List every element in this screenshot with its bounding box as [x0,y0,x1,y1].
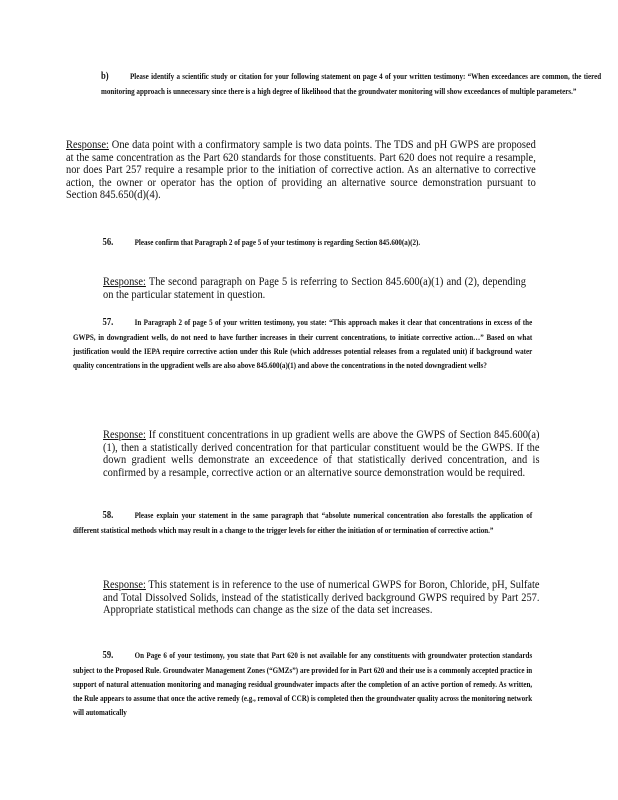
question-text: Please identify a scientific study or citation for your following statement on page 4 of your written testimony: “When exceedances are common, the tiered monitoring approach is unnecessary since there is a high degree of likelihood that the groundwater monitoring will show exceedances of multiple parameters.” [101,71,602,96]
question-b [101,69,601,98]
question-number: 57. [102,317,114,328]
response-label: Response: [103,428,146,441]
question-text: Please confirm that Paragraph 2 of page 5 of your testimony is regarding Section 845.600(a)(2). [134,237,421,247]
response-57 [103,429,540,479]
question-marker: b) [101,71,109,82]
response-text: This statement is in reference to the use of numerical GWPS for Boron, Chloride, pH, Sulfate and Total Dissolved Solids, instead of the statistically derived background GWPS required by Part 257. Appropriate statistical methods can change as the size of the data set increases. [103,578,540,617]
response-b [66,139,536,202]
question-text: In Paragraph 2 of page 5 of your written testimony, you state: “This approach makes it clear that concentrations in excess of the GWPS, in downgradient wells, do not need to have further increases in their current concentrations, to initiate corrective action…” Based on what justification would the IEPA require corrective action under this Rule (which addresses potential releases from a regulated unit) if background water quality concentrations in the upgradient wells are also above 845.600(a)(1) and above the concentrations in the noted downgradient wells? [73,317,533,370]
question-56 [73,235,532,250]
response-text: One data point with a confirmatory sample is two data points. The TDS and pH GWPS are proposed at the same concentration as the Part 620 standards for those constituents. Part 620 does not require a resample, nor does Part 257 require a resample prior to the initiation of corrective action. As an alternative to corrective action, the owner or operator has the option of providing an alternative source demonstration pursuant to Section 845.650(d)(4). [66,138,536,202]
response-label: Response: [103,275,146,288]
question-text: On Page 6 of your testimony, you state that Part 620 is not available for any constituents with groundwater protection standards subject to the Proposed Rule. Groundwater Management Zones (“GMZs”) are provided for in Part 620 and their use is a commonly accepted practice in support of natural attenuation monitoring and managing residual groundwater impacts after the completion of an active portion of remedy. As written, the Rule appears to assume that once the active remedy (e.g., removal of CCR) is completed then the groundwater quality across the monitoring network will automatically [73,650,533,717]
question-number: 56. [102,237,114,248]
response-56 [103,276,526,301]
question-number: 58. [102,510,114,521]
question-58 [73,508,532,537]
question-number: 59. [102,650,114,661]
response-label: Response: [103,578,146,591]
question-59 [73,648,532,719]
response-58 [103,579,540,617]
response-text: If constituent concentrations in up gradient wells are above the GWPS of Section 845.600(a)(1), then a statistically derived concentration for that particular constituent would be the GWPS. If the down gradient wells demonstrate an exceedence of that statistically derived concentration, and is confirmed by a resample, corrective action or an alternative source demonstration would be required. [103,428,540,479]
response-label: Response: [66,138,109,151]
response-text: The second paragraph on Page 5 is referring to Section 845.600(a)(1) and (2), depending on the particular statement in question. [103,275,526,301]
question-57 [73,315,532,372]
question-text: Please explain your statement in the same paragraph that “absolute numerical concentration also forestalls the application of different statistical methods which may result in a change to the trigger levels for either the initiation of or termination of corrective action.” [73,510,533,535]
